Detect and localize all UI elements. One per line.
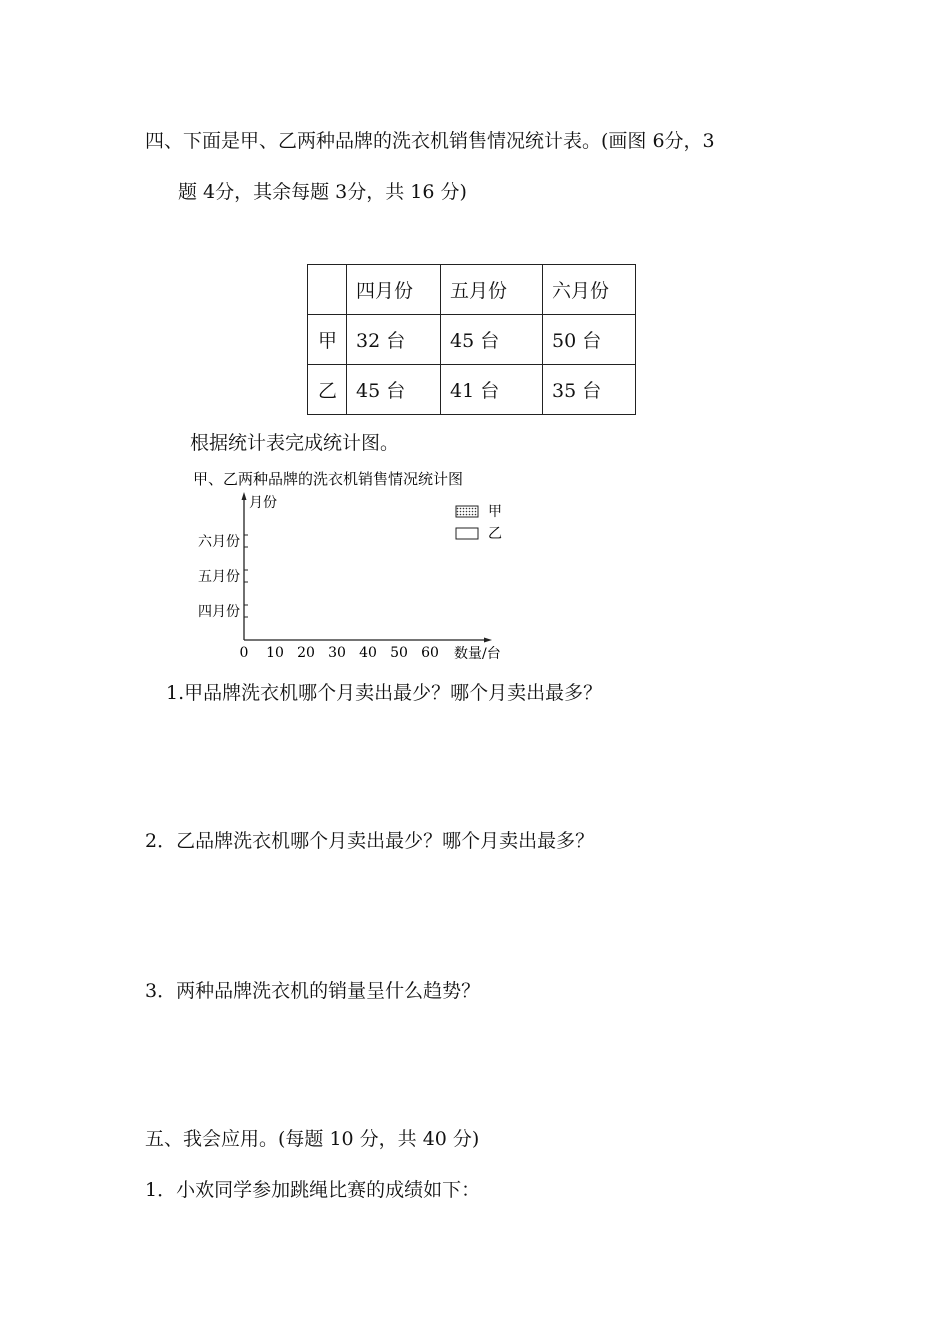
table-row-label: 乙 [308,365,347,415]
legend-label-yi: 乙 [488,526,502,542]
section4-heading-line1: 四、下面是甲、乙两种品牌的洗衣机销售情况统计表。(画图 6分，3 [145,130,715,152]
table-cell: 41 台 [441,365,543,415]
table-header-may: 五月份 [441,265,543,315]
y-category-label: 六月份 [198,534,240,550]
y-axis-arrow-icon [242,492,247,500]
x-tick-label: 50 [390,645,408,661]
table-row-label: 甲 [308,315,347,365]
section5-heading: 五、我会应用。(每题 10 分，共 40 分) [145,1128,480,1150]
table-cell: 45 台 [441,315,543,365]
y-axis-label: 月份 [249,495,277,511]
table-cell: 32 台 [347,315,441,365]
x-tick-label: 20 [297,645,315,661]
x-axis-label: 数量/台 [454,646,501,662]
table-header-april: 四月份 [347,265,441,315]
x-tick-label: 30 [328,645,346,661]
y-category-label: 四月份 [198,604,240,620]
legend-label-jia: 甲 [488,504,502,520]
legend-swatch-jia [456,506,478,517]
question-1: 1.甲品牌洗衣机哪个月卖出最少？哪个月卖出最多？ [166,682,603,704]
table-header-june: 六月份 [543,265,636,315]
chart-title: 甲、乙两种品牌的洗衣机销售情况统计图 [193,470,464,488]
section4-heading-line2: 题 4分，其余每题 3分，共 16 分) [178,181,467,203]
legend-swatch-yi [456,528,478,539]
question-3: 3．两种品牌洗衣机的销量呈什么趋势？ [145,980,481,1002]
y-category-label: 五月份 [198,569,240,585]
question-2: 2．乙品牌洗衣机哪个月卖出最少？哪个月卖出最多？ [145,830,595,852]
chart-instruction: 根据统计表完成统计图。 [190,432,400,454]
table-cell: 35 台 [543,365,636,415]
x-tick-label: 10 [266,645,284,661]
table-cell: 45 台 [347,365,441,415]
table-cell: 50 台 [543,315,636,365]
x-tick-label: 60 [421,645,439,661]
x-tick-label: 0 [239,645,249,661]
x-axis-arrow-icon [484,638,492,643]
section5-question-1: 1．小欢同学参加跳绳比赛的成绩如下： [145,1179,481,1201]
x-tick-label: 40 [359,645,377,661]
